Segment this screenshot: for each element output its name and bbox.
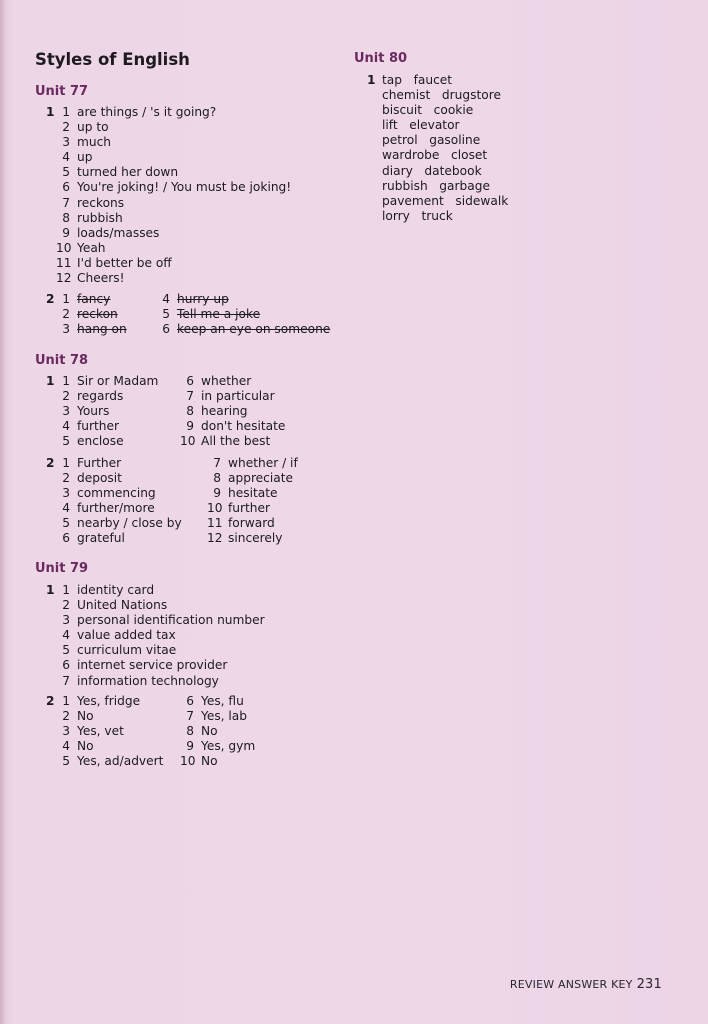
- answer-item-number: 7: [62, 195, 70, 210]
- answer-item: [354, 118, 508, 133]
- answer-item-text: Yes, vet: [77, 724, 124, 739]
- answer-item-text: in particular: [201, 389, 275, 404]
- answer-item-text: up to: [77, 120, 109, 135]
- answer-item-number: 6: [162, 322, 170, 337]
- answer-item-text: reckons: [77, 195, 125, 210]
- answer-item: [354, 179, 508, 194]
- page-footer: [510, 977, 662, 992]
- answer-item: [56, 434, 158, 449]
- answer-item-text: hesitate: [228, 486, 278, 501]
- answer-item-text: internet service provider: [77, 658, 228, 673]
- answer-item-number: 9: [186, 419, 194, 434]
- answer-item-text: information technology: [77, 673, 219, 688]
- answer-item-number: 1: [62, 694, 70, 708]
- exercise-number: 1: [46, 105, 55, 119]
- answer-item-number: 6: [186, 374, 194, 388]
- answer-item: [180, 419, 285, 434]
- answer-item-text: biscuit cookie: [382, 103, 474, 118]
- answer-item-text: lorry truck: [382, 208, 453, 223]
- answer-item-text: reckon: [77, 307, 118, 322]
- answer-item-text: Yes, ad/advert: [77, 754, 164, 769]
- answer-item: [56, 120, 291, 135]
- answer-item-text: hurry up: [177, 292, 229, 306]
- answer-item-number: [354, 133, 382, 148]
- answer-item: [56, 404, 158, 419]
- answer-item-text: Yes, fridge: [77, 694, 141, 708]
- unit-80-exercise-1: [354, 73, 654, 225]
- answer-item-number: 10: [180, 754, 196, 769]
- answer-item: [56, 292, 127, 307]
- answer-item-number: 2: [62, 120, 70, 135]
- answer-list: [56, 694, 163, 769]
- answer-item: [354, 209, 508, 224]
- answer-item-text: You're joking! / You must be joking!: [77, 180, 292, 195]
- answer-item-text: curriculum vitae: [77, 643, 177, 658]
- answer-item: [56, 531, 182, 546]
- exercise-number: 2: [46, 456, 55, 470]
- answer-item-text: Yes, gym: [201, 739, 256, 754]
- answer-item: [180, 739, 255, 754]
- unit-77-exercise-1: [35, 105, 355, 287]
- answer-item: [56, 486, 182, 501]
- answer-item: [56, 211, 291, 226]
- answer-item-number: 10: [56, 240, 72, 255]
- answer-item-number: 5: [62, 643, 70, 658]
- answer-item-text: value added tax: [77, 628, 176, 643]
- answer-item: [56, 374, 158, 389]
- answer-item-number: 12: [56, 271, 72, 286]
- answer-item-number: 6: [62, 658, 70, 673]
- answer-item-text: lift elevator: [382, 118, 460, 133]
- answer-item-text: are things / 's it going?: [77, 105, 217, 119]
- answer-item-number: [354, 194, 382, 209]
- answer-item: [56, 165, 291, 180]
- answer-item-text: wardrobe closet: [382, 148, 488, 163]
- book-spine-shadow: [0, 0, 6, 1024]
- answer-item-text: hearing: [201, 404, 248, 419]
- answer-item-number: 11: [207, 516, 223, 531]
- answer-item: [354, 88, 508, 103]
- answer-item-text: United Nations: [77, 598, 168, 613]
- answer-list: [156, 292, 330, 337]
- answer-list: [207, 456, 298, 547]
- answer-item-number: 7: [186, 709, 194, 724]
- answer-item-text: rubbish garbage: [382, 178, 490, 193]
- answer-item-number: [354, 103, 382, 118]
- answer-item-text: personal identification number: [77, 613, 265, 628]
- answer-item: [180, 724, 255, 739]
- answer-item: [56, 658, 265, 673]
- answer-item-number: 5: [62, 434, 70, 449]
- answer-item: [180, 404, 285, 419]
- answer-item-number: 5: [162, 307, 170, 322]
- answer-item-text: forward: [228, 516, 275, 531]
- unit-78-exercise-2: [35, 456, 355, 547]
- answer-item-number: 3: [62, 322, 70, 337]
- answer-item-number: 8: [62, 210, 70, 225]
- answer-item: [156, 307, 330, 322]
- answer-item-number: 4: [162, 292, 170, 306]
- answer-item-number: 1: [62, 374, 70, 388]
- answer-item: [56, 256, 291, 271]
- answer-list: [56, 105, 291, 286]
- answer-item: [354, 148, 508, 163]
- answer-item-number: 9: [62, 225, 70, 240]
- answer-list: [56, 374, 158, 449]
- answer-item: [207, 531, 298, 546]
- answer-item-text: whether: [201, 374, 252, 388]
- answer-item: [56, 598, 265, 613]
- answer-item-text: Yours: [77, 404, 110, 419]
- answer-item-number: [354, 118, 382, 133]
- answer-item: [56, 307, 127, 322]
- answer-item: [180, 389, 285, 404]
- answer-item-number: 3: [62, 135, 70, 150]
- answer-item: [156, 322, 330, 337]
- answer-item-number: [354, 164, 382, 179]
- answer-item-text: appreciate: [228, 471, 294, 486]
- unit-80-heading: Unit 80: [354, 51, 408, 66]
- answer-item-text: Yes, lab: [201, 709, 248, 724]
- answer-list: [56, 456, 182, 547]
- answer-item-text: I'd better be off: [77, 255, 172, 270]
- answer-item: [354, 133, 508, 148]
- answer-item-text: regards: [77, 389, 124, 404]
- exercise-number: 1: [46, 374, 55, 388]
- answer-item-text: enclose: [77, 434, 124, 449]
- answer-item: [180, 694, 255, 709]
- answer-item-number: 9: [186, 739, 194, 754]
- answer-item-number: 3: [62, 486, 70, 501]
- answer-item-text: petrol gasoline: [382, 133, 481, 148]
- answer-item-text: keep an eye on someone: [177, 322, 331, 337]
- answer-item: [56, 583, 265, 598]
- unit-77-exercise-2: [35, 292, 355, 338]
- answer-item: [56, 150, 291, 165]
- answer-item-text: grateful: [77, 531, 125, 546]
- answer-item-text: No: [201, 724, 218, 739]
- answer-item-number: 3: [62, 404, 70, 419]
- answer-list: [180, 694, 255, 769]
- answer-item: [56, 739, 163, 754]
- answer-item-number: 3: [62, 613, 70, 628]
- answer-item: [180, 434, 285, 449]
- answer-item-number: 8: [186, 724, 194, 739]
- exercise-number: 1: [367, 73, 376, 87]
- answer-item: [56, 456, 182, 471]
- answer-item-number: [354, 148, 382, 163]
- answer-item: [156, 292, 330, 307]
- answer-item-text: nearby / close by: [77, 516, 182, 531]
- answer-item-text: All the best: [201, 434, 271, 449]
- answer-item: [56, 180, 291, 195]
- answer-item: [207, 486, 298, 501]
- answer-item: [207, 516, 298, 531]
- answer-item-text: further: [77, 419, 120, 434]
- answer-item-text: tap faucet: [382, 73, 453, 87]
- answer-item: [56, 674, 265, 689]
- answer-item-number: 7: [213, 456, 221, 470]
- answer-item-text: much: [77, 135, 112, 150]
- answer-item-text: Yeah: [77, 240, 106, 255]
- answer-item-text: fancy: [77, 292, 111, 306]
- answer-list: [354, 73, 508, 224]
- answer-item: [207, 471, 298, 486]
- answer-item: [56, 271, 291, 286]
- answer-item-text: Yes, flu: [201, 694, 244, 708]
- answer-item-number: 1: [62, 292, 70, 306]
- answer-item-number: [354, 88, 382, 103]
- answer-item: [56, 643, 265, 658]
- answer-item: [56, 516, 182, 531]
- answer-item-text: further/more: [77, 501, 155, 516]
- answer-item-number: 7: [186, 389, 194, 404]
- answer-item: [56, 754, 163, 769]
- answer-item-text: deposit: [77, 471, 122, 486]
- answer-item-number: 1: [62, 456, 70, 470]
- answer-item-text: commencing: [77, 486, 156, 501]
- answer-item: [207, 456, 298, 471]
- answer-item: [56, 196, 291, 211]
- answer-item-number: 12: [207, 531, 223, 546]
- answer-item-number: 8: [186, 404, 194, 419]
- answer-item-text: loads/masses: [77, 225, 160, 240]
- answer-item: [56, 389, 158, 404]
- answer-item-number: 4: [62, 739, 70, 754]
- answer-item-number: 2: [62, 471, 70, 486]
- answer-item: [180, 709, 255, 724]
- exercise-number: 1: [46, 583, 55, 597]
- unit-79-exercise-2: [35, 694, 355, 770]
- exercise-number: 2: [46, 694, 55, 708]
- answer-item-number: 4: [62, 150, 70, 165]
- answer-item: [56, 241, 291, 256]
- answer-item-number: 7: [62, 673, 70, 688]
- answer-item-number: 2: [62, 307, 70, 322]
- unit-77-heading: Unit 77: [35, 84, 89, 99]
- answer-item-number: 11: [56, 255, 72, 270]
- answer-item-text: sincerely: [228, 531, 283, 546]
- answer-item-text: No: [77, 709, 94, 724]
- answer-item-number: 1: [62, 583, 70, 597]
- answer-item-number: 4: [62, 628, 70, 643]
- answer-item-number: 6: [62, 180, 70, 195]
- answer-item-text: identity card: [77, 583, 155, 597]
- answer-item: [56, 694, 163, 709]
- answer-item: [56, 226, 291, 241]
- answer-item-number: 5: [62, 516, 70, 531]
- answer-item: [180, 754, 255, 769]
- unit-78-exercise-1: [35, 374, 355, 450]
- answer-item: [56, 135, 291, 150]
- answer-item-text: Further: [77, 456, 122, 470]
- answer-item: [207, 501, 298, 516]
- answer-list: [56, 583, 265, 689]
- answer-item-number: 9: [213, 486, 221, 501]
- answer-item: [56, 628, 265, 643]
- unit-79-heading: Unit 79: [35, 561, 89, 576]
- answer-item-text: up: [77, 150, 93, 165]
- answer-item: [56, 613, 265, 628]
- answer-item: [354, 194, 508, 209]
- unit-78-heading: Unit 78: [35, 353, 89, 368]
- answer-item-number: [354, 209, 382, 224]
- answer-item-number: 4: [62, 501, 70, 516]
- answer-item-text: hang on: [77, 322, 127, 337]
- answer-item-text: turned her down: [77, 165, 179, 180]
- answer-list: [180, 374, 285, 449]
- answer-item-text: chemist drugstore: [382, 88, 501, 103]
- answer-item: [354, 103, 508, 118]
- answer-item-text: whether / if: [228, 456, 298, 470]
- unit-79-exercise-1: [35, 583, 355, 689]
- answer-item-number: 1: [62, 105, 70, 119]
- answer-item: [56, 709, 163, 724]
- answer-item: [180, 374, 285, 389]
- exercise-number: 2: [46, 292, 55, 306]
- answer-item-number: 4: [62, 419, 70, 434]
- answer-item: [354, 164, 508, 179]
- answer-item-text: diary datebook: [382, 163, 482, 178]
- answer-item-number: 5: [62, 754, 70, 769]
- answer-item-text: don't hesitate: [201, 419, 286, 434]
- answer-item-number: 10: [207, 501, 223, 516]
- answer-item-number: 2: [62, 709, 70, 724]
- page-title: Styles of English: [35, 50, 190, 69]
- answer-item-text: Sir or Madam: [77, 374, 159, 388]
- answer-item-text: Cheers!: [77, 271, 125, 286]
- answer-item: [56, 471, 182, 486]
- answer-item-text: No: [77, 739, 94, 754]
- answer-item-text: pavement sidewalk: [382, 193, 509, 208]
- answer-item-number: 10: [180, 434, 196, 449]
- answer-item-text: further: [228, 501, 271, 516]
- answer-list: [56, 292, 127, 337]
- answer-item-number: 3: [62, 724, 70, 739]
- answer-item: [56, 322, 127, 337]
- answer-item: [56, 105, 291, 120]
- answer-item-number: 6: [186, 694, 194, 708]
- answer-item: [56, 419, 158, 434]
- answer-item-number: 6: [62, 531, 70, 546]
- answer-item: [354, 73, 508, 88]
- answer-item-text: Tell me a joke: [177, 307, 261, 322]
- page-number: 231: [636, 977, 662, 992]
- answer-item-number: [354, 179, 382, 194]
- answer-item: [56, 501, 182, 516]
- answer-item-number: 2: [62, 389, 70, 404]
- answer-item-number: 8: [213, 471, 221, 486]
- answer-item-number: 2: [62, 598, 70, 613]
- answer-item-text: rubbish: [77, 210, 123, 225]
- answer-item-number: [354, 73, 382, 88]
- answer-item: [56, 724, 163, 739]
- answer-item-number: 5: [62, 165, 70, 180]
- answer-item-text: No: [201, 754, 218, 769]
- footer-label: REVIEW ANSWER KEY: [509, 978, 633, 991]
